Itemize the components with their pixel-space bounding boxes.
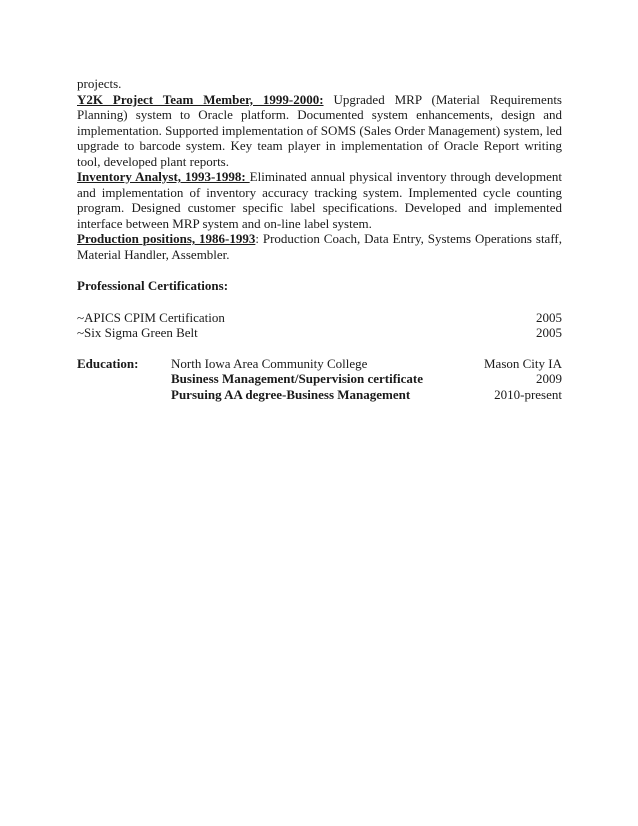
education-row <box>77 356 562 372</box>
job-title: Y2K Project Team Member, 1999-2000: <box>77 91 324 107</box>
job-entry-inventory-analyst <box>77 169 562 231</box>
job-description: Eliminated annual physical inventory through development and implementation of inventory accuracy tracking system. Implemented cycle counting program. Designed customer specific label specifications. Developed and implemented interface between MRP system and on-line label system. <box>77 169 562 231</box>
certification-name: ~Six Sigma Green Belt <box>77 325 198 340</box>
job-description: Upgraded MRP (Material Requirements Planning) system to Oracle platform. Documented system enhancements, design and implementation. Supported implementation of SOMS (Sales Order Management) system, led upgrade to barcode system. Key team player in implementation of Oracle Report writing tool, developed plant reports. <box>77 91 562 169</box>
job-entry-production <box>77 231 562 262</box>
certification-item <box>77 310 562 326</box>
job-title: Production positions, 1986-1993 <box>77 231 256 246</box>
certification-item <box>77 325 562 341</box>
spacer <box>77 262 562 278</box>
continuation-text: projects. <box>77 76 122 91</box>
certification-name: ~APICS CPIM Certification <box>77 309 225 325</box>
job-entry-y2k <box>77 92 562 170</box>
job-title: Inventory Analyst, 1993-1998: <box>77 169 250 184</box>
spacer <box>77 294 562 310</box>
education-year: 2010-present <box>494 386 562 402</box>
spacer <box>77 341 562 356</box>
education-label: Education: <box>77 355 139 371</box>
education-certificate: Business Management/Supervision certificate <box>171 371 424 386</box>
education-row <box>77 371 562 387</box>
resume-page <box>77 76 562 402</box>
education-year: 2009 <box>536 371 562 386</box>
certification-year: 2005 <box>536 325 562 340</box>
education-school: North Iowa Area Community College <box>171 355 368 371</box>
certification-year: 2005 <box>536 309 562 325</box>
certifications-heading: Professional Certifications: <box>77 278 229 293</box>
job-description: : Production Coach, Data Entry, Systems Operations staff, Material Handler, Assembler. <box>77 231 562 262</box>
education-location: Mason City IA <box>484 355 562 371</box>
education-row <box>77 387 562 403</box>
education-degree: Pursuing AA degree-Business Management <box>171 386 411 402</box>
